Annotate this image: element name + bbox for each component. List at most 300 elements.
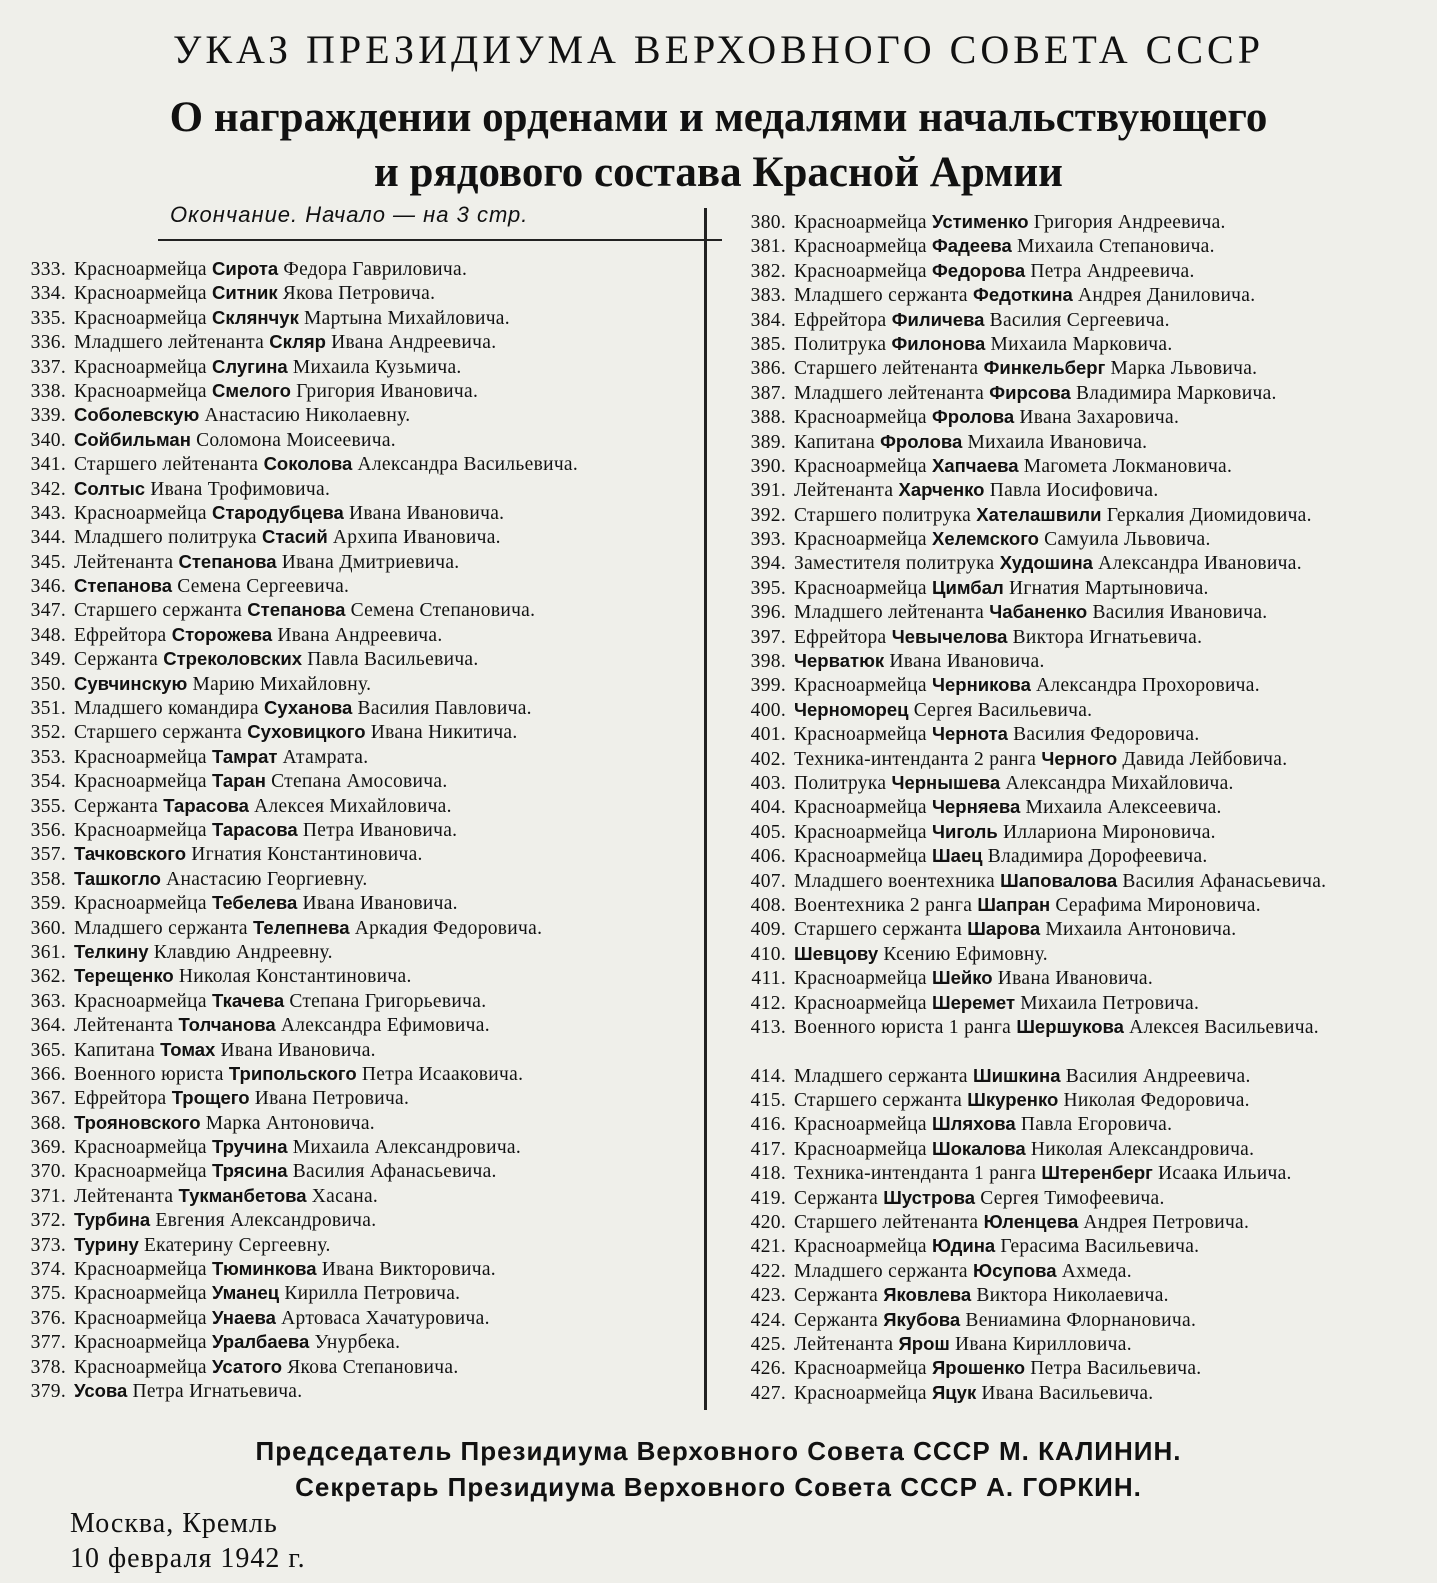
- entry-given-names: Михаила Алексеевича.: [1025, 797, 1222, 819]
- entry-surname: Тарасова: [211, 818, 298, 840]
- entry-number: 397.: [750, 626, 786, 648]
- entry-given-names: Михаила Степановича.: [1017, 236, 1215, 258]
- entry-rank: Ефрейтора: [74, 1088, 167, 1110]
- entry-given-names: Якова Степановича.: [287, 1356, 459, 1378]
- entry-number: 364.: [30, 1015, 66, 1037]
- entry-number: 377.: [30, 1332, 66, 1354]
- awardee-entry: [726, 1186, 1434, 1210]
- entry-number: 418.: [750, 1163, 786, 1185]
- awardee-entry: [4, 1355, 578, 1379]
- entry-text: [74, 818, 457, 843]
- entry-rank: Сержанта: [794, 1309, 879, 1331]
- awardee-entry: [726, 430, 1434, 454]
- entry-given-names: Семена Сергеевича.: [177, 576, 350, 598]
- entry-text: [794, 1356, 1201, 1381]
- entry-rank: Младшего сержанта: [794, 285, 968, 307]
- entry-text: [794, 747, 1287, 772]
- entry-text: [74, 623, 443, 648]
- entry-surname: Турбина: [74, 1209, 151, 1231]
- awardee-entry: [4, 794, 578, 818]
- awardee-entry: [4, 1233, 578, 1257]
- entry-number: 425.: [750, 1333, 786, 1355]
- entry-given-names: Ивана Дмитриевича.: [281, 551, 460, 573]
- entry-text: [74, 1281, 460, 1306]
- entry-surname: Юсупова: [973, 1259, 1057, 1281]
- entry-surname: Таран: [211, 770, 266, 792]
- entry-surname: Смелого: [211, 379, 291, 401]
- entry-given-names: Исаака Ильича.: [1158, 1163, 1292, 1185]
- entry-rank: Красноармейца: [74, 819, 207, 841]
- entry-text: [794, 795, 1222, 820]
- entry-given-names: Михаила Марковича.: [990, 333, 1173, 355]
- entry-number: 362.: [30, 966, 66, 988]
- entry-text: [74, 550, 459, 575]
- entry-number: 421.: [750, 1236, 786, 1258]
- entry-text: [794, 722, 1200, 747]
- awardee-entry: [4, 1111, 578, 1135]
- awardee-entry: [4, 428, 578, 452]
- entry-surname: Чевычелова: [891, 625, 1008, 647]
- awardee-entry: [726, 844, 1434, 868]
- entry-rank: Красноармейца: [74, 259, 207, 280]
- awardee-entry: [726, 966, 1434, 990]
- entry-given-names: Хасана.: [311, 1185, 379, 1207]
- entry-rank: Политрука: [794, 333, 887, 355]
- entry-surname: Степанова: [247, 599, 346, 621]
- entry-text: [794, 966, 1153, 991]
- entry-number: 333.: [30, 259, 66, 280]
- entry-text: [74, 867, 368, 892]
- awardee-entry: [4, 842, 578, 866]
- entry-rank: Сержанта: [794, 1285, 879, 1307]
- awardee-entry: [726, 722, 1434, 746]
- entry-given-names: Ивана Ивановича.: [302, 893, 458, 915]
- entry-given-names: Архипа Ивановича.: [332, 527, 501, 549]
- entry-given-names: Екатерину Сергеевну.: [143, 1234, 331, 1256]
- entry-given-names: Петра Ивановича.: [302, 819, 458, 841]
- entry-number: 365.: [30, 1039, 66, 1061]
- entry-text: [74, 1208, 376, 1233]
- awardee-entry: [726, 1234, 1434, 1258]
- awardee-entry: [4, 1135, 578, 1159]
- entry-given-names: Василия Сергеевича.: [989, 309, 1170, 331]
- awardee-entry: [4, 1257, 578, 1281]
- entry-surname: Тачковского: [74, 843, 187, 865]
- entry-given-names: Михаила Антоновича.: [1045, 919, 1237, 941]
- entry-rank: Старшего политрука: [794, 504, 972, 526]
- entry-surname: Телепнева: [253, 916, 350, 938]
- entry-given-names: Николая Константиновича.: [178, 966, 412, 988]
- entry-text: [74, 1330, 400, 1355]
- awardee-entry: [726, 1137, 1434, 1161]
- entry-given-names: Александра Ивановича.: [1098, 553, 1302, 575]
- entry-surname: Шапран: [977, 893, 1051, 915]
- entry-number: 403.: [750, 772, 786, 794]
- entry-given-names: Василия Федоровича.: [1013, 724, 1200, 746]
- entry-given-names: Ивана Ивановича.: [889, 651, 1045, 673]
- awardee-entry: [4, 989, 578, 1013]
- entry-number: 386.: [750, 358, 786, 380]
- entry-surname: Шейко: [931, 967, 993, 989]
- entry-rank: Капитана: [74, 1039, 155, 1061]
- entry-number: 375.: [30, 1283, 66, 1305]
- entry-text: [74, 403, 410, 428]
- entry-text: [74, 477, 330, 502]
- awardee-entry: [726, 381, 1434, 405]
- entry-given-names: Василия Андреевича.: [1065, 1065, 1251, 1087]
- entry-text: [794, 869, 1326, 894]
- entry-rank: Красноармейца: [794, 1382, 927, 1404]
- entry-given-names: Анастасию Николаевну.: [204, 405, 411, 427]
- entry-rank: Красноармейца: [74, 1356, 207, 1378]
- entry-surname: Сторожева: [171, 623, 273, 645]
- awardee-entry: [726, 893, 1434, 917]
- entry-number: 414.: [750, 1065, 786, 1087]
- entry-given-names: Михаила Кузьмича.: [292, 356, 462, 378]
- entry-rank: Младшего лейтенанта: [794, 382, 985, 404]
- entry-number: 385.: [750, 333, 786, 355]
- entry-given-names: Унурбека.: [314, 1332, 401, 1354]
- entry-given-names: Евгения Александровича.: [155, 1210, 377, 1232]
- entry-text: [794, 820, 1216, 845]
- entry-surname: Хапчаева: [931, 454, 1019, 476]
- entry-surname: Степанова: [178, 550, 277, 572]
- entry-number: 409.: [750, 919, 786, 941]
- entry-surname: Фадеева: [931, 235, 1012, 257]
- entry-surname: Трясина: [211, 1160, 288, 1182]
- entry-surname: Ташкогло: [74, 867, 161, 889]
- entry-given-names: Михаила Александровича.: [292, 1137, 522, 1159]
- entry-rank: Красноармейца: [74, 893, 207, 915]
- awardee-entry: [4, 696, 578, 720]
- entry-given-names: Павла Васильевича.: [307, 649, 479, 671]
- entry-number: 337.: [30, 356, 66, 378]
- entry-text: [794, 991, 1199, 1016]
- entry-text: [74, 794, 452, 819]
- awardee-entry: [4, 306, 578, 330]
- entry-number: 358.: [30, 868, 66, 890]
- entry-text: [794, 1137, 1254, 1162]
- entry-given-names: Василия Ивановича.: [1092, 602, 1268, 624]
- entry-text: [794, 527, 1211, 552]
- awardee-entry: [726, 1308, 1434, 1332]
- entry-rank: Красноармейца: [74, 1259, 207, 1281]
- entry-rank: Техника-интенданта 1 ранга: [794, 1163, 1037, 1185]
- entry-number: 359.: [30, 893, 66, 915]
- awardee-entry: [4, 818, 578, 842]
- entry-rank: Красноармейца: [794, 577, 927, 599]
- awardee-entry: [4, 477, 578, 501]
- entry-text: [794, 1210, 1249, 1235]
- entry-given-names: Герасима Васильевича.: [1000, 1236, 1200, 1258]
- entry-surname: Шаец: [931, 845, 983, 867]
- secretary-signature: Секретарь Президиума Верховного Совета СССР А. ГОРКИН.: [295, 1472, 1142, 1502]
- entry-rank: Красноармейца: [74, 356, 207, 378]
- entry-surname: Трипольского: [228, 1062, 357, 1084]
- entry-rank: Красноармейца: [794, 724, 927, 746]
- entry-given-names: Марию Михайловну.: [192, 673, 372, 695]
- awardee-entry: [726, 698, 1434, 722]
- awardee-entry: [726, 1356, 1434, 1380]
- entry-text: [74, 1135, 521, 1160]
- entry-surname: Шевцову: [794, 942, 879, 964]
- entry-rank: Красноармейца: [794, 1114, 927, 1136]
- entry-surname: Унаева: [211, 1306, 276, 1328]
- awardee-entry: [4, 647, 578, 671]
- entry-text: [794, 381, 1277, 406]
- entry-number: 408.: [750, 894, 786, 916]
- entry-surname: Федоткина: [973, 284, 1073, 306]
- entry-number: 392.: [750, 504, 786, 526]
- entry-surname: Черняева: [931, 796, 1021, 818]
- entry-text: [794, 430, 1147, 455]
- entry-given-names: Василия Афанасьевича.: [292, 1161, 497, 1183]
- entry-given-names: Ахмеда.: [1061, 1260, 1132, 1282]
- entry-surname: Чабаненко: [989, 601, 1088, 623]
- entry-number: 419.: [750, 1187, 786, 1209]
- awardee-entry: [4, 720, 578, 744]
- entry-surname: Фролова: [880, 430, 963, 452]
- entry-text: [74, 842, 423, 867]
- entry-given-names: Атамрата.: [282, 746, 369, 768]
- entry-text: [794, 356, 1257, 381]
- entry-surname: Степанова: [74, 575, 173, 597]
- awardee-entry: [726, 795, 1434, 819]
- entry-rank: Красноармейца: [794, 968, 927, 990]
- entry-number: 383.: [750, 285, 786, 307]
- entry-rank: Красноармейца: [794, 1358, 927, 1380]
- awardee-entry: [726, 259, 1434, 283]
- entry-surname: Сувчинскую: [74, 672, 188, 694]
- awardee-entry: [4, 281, 578, 305]
- awardee-entry: [726, 1259, 1434, 1283]
- entry-given-names: Ивана Андреевича.: [277, 624, 443, 646]
- entry-given-names: Сергея Васильевича.: [913, 699, 1093, 721]
- entry-surname: Трощего: [171, 1087, 250, 1109]
- entry-text: [794, 503, 1312, 528]
- entry-number: 342.: [30, 478, 66, 500]
- entry-number: 349.: [30, 649, 66, 671]
- entry-number: 334.: [30, 283, 66, 305]
- awardee-entry: [726, 283, 1434, 307]
- entry-text: [74, 1086, 409, 1111]
- entry-rank: Красноармейца: [794, 236, 927, 258]
- entry-surname: Тручина: [211, 1136, 288, 1158]
- entry-number: 374.: [30, 1259, 66, 1281]
- awardee-entry: [726, 625, 1434, 649]
- entry-text: [74, 964, 412, 989]
- entry-text: [74, 428, 396, 453]
- entry-text: [74, 1233, 331, 1258]
- entry-surname: Филонова: [891, 332, 986, 354]
- entry-text: [794, 1112, 1172, 1137]
- entry-number: 376.: [30, 1307, 66, 1329]
- entry-text: [74, 1013, 490, 1038]
- awardee-entry: [726, 503, 1434, 527]
- entry-given-names: Магомета Локмановича.: [1023, 455, 1233, 477]
- entry-text: [74, 1062, 523, 1087]
- awardee-entry: [726, 308, 1434, 332]
- entry-rank: Сержанта: [74, 795, 159, 817]
- entry-surname: Телкину: [74, 940, 149, 962]
- entry-number: 363.: [30, 990, 66, 1012]
- awardee-entry: [726, 991, 1434, 1015]
- entry-number: 398.: [750, 651, 786, 673]
- entry-text: [74, 452, 578, 477]
- entry-surname: Суханова: [263, 697, 353, 719]
- entry-number: 402.: [750, 748, 786, 770]
- awardee-entry: [726, 820, 1434, 844]
- entry-number: 378.: [30, 1356, 66, 1378]
- entry-number: 401.: [750, 724, 786, 746]
- entry-rank: Старшего сержанта: [794, 919, 963, 941]
- awardee-entry: [726, 1112, 1434, 1136]
- entry-given-names: Якова Петровича.: [282, 283, 436, 305]
- entry-text: [794, 478, 1159, 503]
- entry-rank: Лейтенанта: [74, 1185, 174, 1207]
- entry-text: [794, 1064, 1251, 1089]
- entry-given-names: Марка Львовича.: [1110, 358, 1258, 380]
- entry-text: [794, 1259, 1132, 1284]
- awardee-entry: [726, 1015, 1434, 1064]
- entry-rank: Младшего лейтенанта: [794, 602, 985, 624]
- entry-text: [794, 1186, 1165, 1211]
- entry-number: 372.: [30, 1210, 66, 1232]
- awardee-list-right: [726, 210, 1434, 1405]
- entry-text: [794, 210, 1226, 235]
- entry-given-names: Ивана Викторовича.: [321, 1259, 496, 1281]
- awardee-entry: [726, 1161, 1434, 1185]
- entry-surname: Черватюк: [794, 650, 885, 672]
- entry-text: [794, 551, 1302, 576]
- awardee-entry: [726, 1064, 1434, 1088]
- entry-given-names: Владимира Марковича.: [1075, 382, 1277, 404]
- entry-text: [74, 574, 349, 599]
- entry-number: 368.: [30, 1112, 66, 1134]
- entry-surname: Яковлева: [883, 1284, 972, 1306]
- entry-given-names: Михаила Ивановича.: [967, 431, 1148, 453]
- entry-surname: Склянчук: [211, 306, 299, 328]
- entry-text: [74, 1355, 459, 1380]
- entry-surname: Ткачева: [211, 989, 285, 1011]
- decree-subtitle: [0, 90, 1437, 200]
- entry-given-names: Петра Исааковича.: [361, 1063, 524, 1085]
- entry-surname: Уралбаева: [211, 1331, 310, 1353]
- entry-given-names: Александра Васильевича.: [357, 454, 579, 476]
- entry-surname: Юленцева: [983, 1211, 1079, 1233]
- awardee-entry: [726, 917, 1434, 941]
- awardee-entry: [4, 525, 578, 549]
- awardee-entry: [726, 527, 1434, 551]
- awardee-entry: [726, 234, 1434, 258]
- entry-number: 427.: [750, 1382, 786, 1404]
- entry-rank: Лейтенанта: [794, 1333, 894, 1355]
- entry-number: 370.: [30, 1161, 66, 1183]
- entry-given-names: Ивана Ивановича.: [997, 968, 1154, 990]
- awardee-entry: [4, 550, 578, 574]
- entry-number: 393.: [750, 529, 786, 551]
- entry-rank: Красноармейца: [794, 260, 927, 282]
- entry-surname: Хелемского: [931, 528, 1039, 550]
- awardee-entry: [4, 501, 578, 525]
- entry-surname: Ярошенко: [931, 1357, 1026, 1379]
- entry-surname: Солтыс: [74, 477, 146, 499]
- entry-surname: Чернота: [931, 723, 1008, 745]
- entry-given-names: Аркадия Федоровича.: [354, 917, 543, 939]
- awardee-entry: [4, 745, 578, 769]
- entry-number: 344.: [30, 527, 66, 549]
- entry-given-names: Степана Амосовича.: [271, 771, 448, 793]
- entry-number: 339.: [30, 405, 66, 427]
- awardee-entry: [726, 478, 1434, 502]
- date-of-issue: 10 февраля 1942 г.: [70, 1543, 306, 1574]
- entry-rank: Младшего сержанта: [794, 1065, 968, 1087]
- entry-given-names: Кирилла Петровича.: [284, 1283, 461, 1305]
- awardee-entry: [4, 330, 578, 354]
- entry-given-names: Алексея Михайловича.: [254, 795, 452, 817]
- entry-given-names: Геркалия Диомидовича.: [1106, 504, 1312, 526]
- entry-number: 355.: [30, 795, 66, 817]
- awardee-entry: [726, 869, 1434, 893]
- entry-number: 410.: [750, 943, 786, 965]
- entry-rank: Военного юриста 1 ранга: [794, 1016, 1012, 1038]
- entry-surname: Уманец: [211, 1282, 280, 1304]
- entry-surname: Штеренберг: [1041, 1162, 1153, 1184]
- entry-rank: Красноармейца: [794, 1236, 927, 1258]
- entry-text: [74, 647, 479, 672]
- entry-text: [794, 1283, 1169, 1308]
- awardee-entry: [726, 1088, 1434, 1112]
- entry-text: [74, 672, 371, 697]
- entry-number: 389.: [750, 431, 786, 453]
- awardee-entry: [4, 452, 578, 476]
- entry-surname: Харченко: [898, 479, 985, 501]
- entry-given-names: Ивана Ивановича.: [349, 502, 505, 524]
- entry-number: 357.: [30, 844, 66, 866]
- entry-rank: Младшего сержанта: [794, 1260, 968, 1282]
- entry-text: [794, 1015, 1434, 1040]
- awardee-entry: [4, 1306, 578, 1330]
- entry-text: [74, 1111, 375, 1136]
- entry-number: 422.: [750, 1260, 786, 1282]
- entry-given-names: Ивана Никитича.: [370, 722, 518, 744]
- entry-number: 416.: [750, 1114, 786, 1136]
- entry-number: 407.: [750, 870, 786, 892]
- entry-rank: Красноармейца: [794, 407, 927, 429]
- entry-text: [74, 330, 496, 355]
- awardee-entry: [4, 355, 578, 379]
- entry-given-names: Андрея Петровича.: [1083, 1212, 1250, 1234]
- entry-text: [74, 769, 448, 794]
- entry-rank: Красноармейца: [74, 380, 207, 402]
- entry-number: 367.: [30, 1088, 66, 1110]
- entry-text: [794, 308, 1170, 333]
- entry-rank: Ефрейтора: [794, 309, 887, 331]
- entry-given-names: Ивана Петровича.: [254, 1088, 410, 1110]
- entry-given-names: Петра Васильевича.: [1030, 1358, 1202, 1380]
- entry-given-names: Ивана Васильевича.: [981, 1382, 1154, 1404]
- entry-given-names: Игнатия Константиновича.: [191, 844, 423, 866]
- entry-given-names: Мартына Михайловича.: [304, 307, 510, 329]
- entry-given-names: Федора Гавриловича.: [283, 259, 468, 280]
- entry-surname: Шарова: [967, 918, 1041, 940]
- entry-surname: Чиголь: [931, 820, 998, 842]
- entry-given-names: Александра Михайловича.: [1005, 772, 1234, 794]
- entry-surname: Сирота: [211, 258, 279, 279]
- awardee-entry: [726, 771, 1434, 795]
- entry-text: [74, 501, 504, 526]
- entry-rank: Старшего сержанта: [74, 722, 243, 744]
